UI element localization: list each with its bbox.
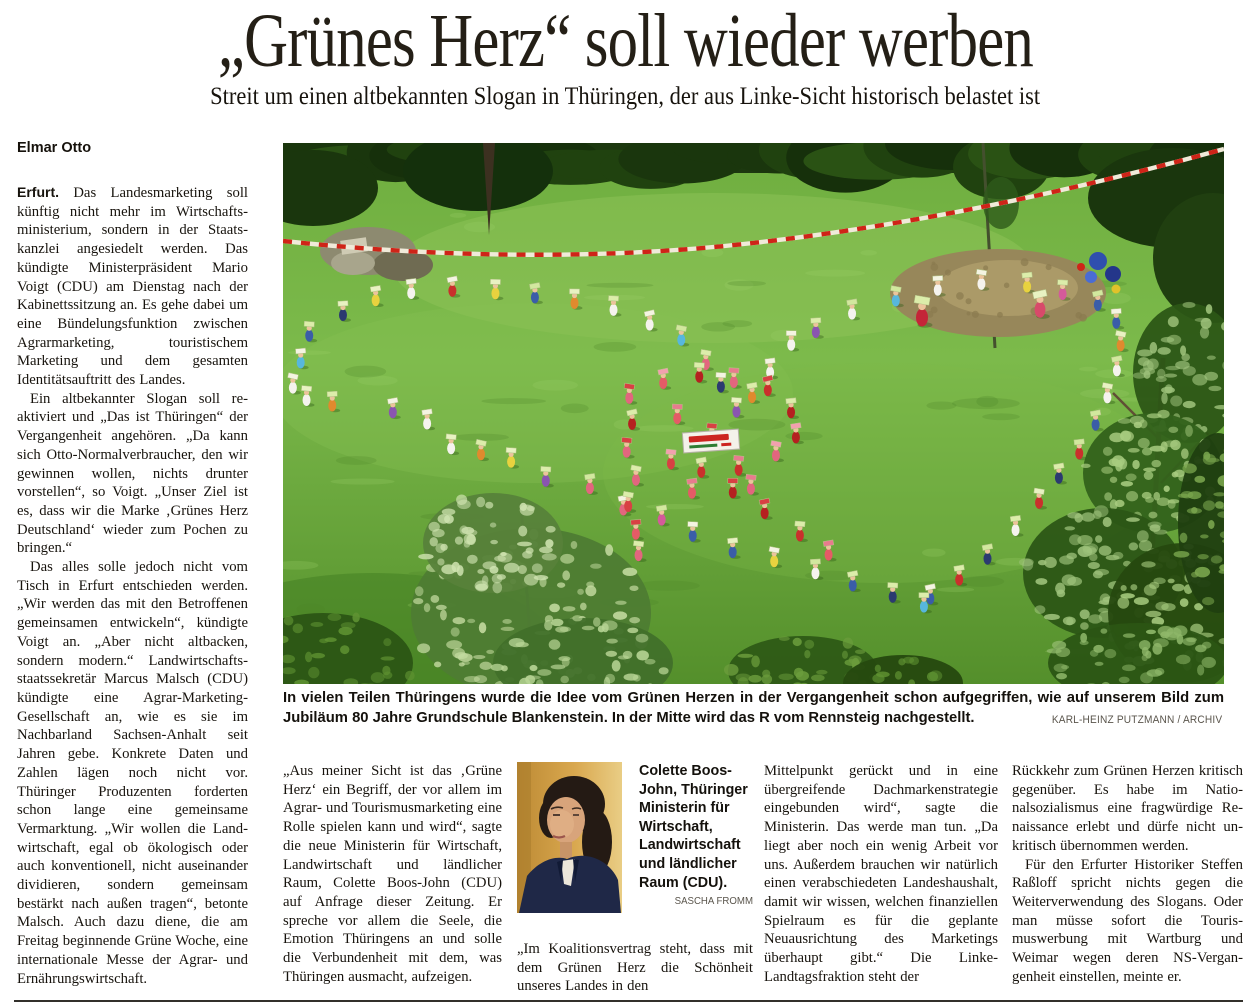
portrait-photo-minister bbox=[517, 762, 622, 913]
bottom-column-4 bbox=[1012, 762, 1243, 986]
bottom-column-2 bbox=[517, 762, 753, 996]
subheadline-text: Streit um einen altbekannten Slogan in Thüringen, der aus Linke-Sicht historisch belastet ist bbox=[210, 83, 1041, 110]
portrait-caption-block bbox=[639, 762, 753, 913]
subheadline bbox=[0, 82, 1251, 112]
portrait-credit: SASCHA FROMM bbox=[674, 895, 753, 908]
paragraph: Das alles solle jedoch nicht vom Tisch in Erfurt entschieden werden. „Wir werden das mit den Betroffenen gemeinsamen entwickeln“, kündigte Voigt an. „Aber nicht altbacken, sondern modern.“ Landwirtschaftsstaatssekretär Marcus Malsch (CDU) kündigte eine Agrar-Marketing-Gesellschaft an, wie es sie im Nachbarland Sachsen-Anhalt seit Jahren gebe. Konkrete Daten und Zahlen lägen noch nicht vor. Thüringer Produzenten forderten schon lange eine gemeinsame Vermarktung. „Wir wollen die Landwirtschaft, egal ob ökologisch oder auch konventionell, nicht auseinander dividieren, sondern gemeinsam bestärkt nach außen tragen“, betonte Malsch. Auch dazu diene, die am Freitag beginnende Grüne Woche, eine internationale Messe der Agrar- und Ernährungswirtschaft. bbox=[17, 559, 248, 987]
bottom-column-3 bbox=[764, 762, 998, 986]
photo-credit: KARL-HEINZ PUTZMANN / ARCHIV bbox=[1051, 714, 1222, 726]
paragraph: „Im Koalitionsvertrag steht, dass mit dem Grünen Herz die Schönheit unseres Landes in den bbox=[517, 941, 753, 995]
paragraph: Mittelpunkt gerückt und in eine übergreifende Dachmarkenstrategie eingebunden wird“, sagte die Ministerin. Das werde man tun. „Da liegt aber noch ein wenig Arbeit vor uns. Außerdem brauchen wir natürlich einen verabschiedeten Landeshaushalt, damit wir wissen, welchen finanziellen Spielraum es für die geplante Neuausrichtung des Marketings überhaupt gibt.“ Die Linke-Landtagsfraktion steht der bbox=[764, 763, 998, 985]
paragraph: Für den Erfurter Historiker Steffen Raßloff spricht nichts gegen die Weiterverwendung des Slogans. Oder man müsse sofort die Tourismuswerbung mit Wartburg und Weimar wegen deren NS-Vergangenheit einstellen, meinte er. bbox=[1012, 856, 1243, 985]
left-column bbox=[17, 140, 248, 988]
photo-caption-text: In vielen Teilen Thüringens wurde die Idee vom Grünen Herzen in der Vergangenheit schon aufgegriffen, wie auf unserem Bild zum Jubiläum 80 Jahre Grundschule Blankenstein. In der Mitte wird das R vom Rennsteig nachgestellt. bbox=[283, 690, 1224, 726]
bottom-rule bbox=[14, 1000, 1243, 1002]
photo-caption bbox=[283, 689, 1224, 728]
headline bbox=[0, 0, 1251, 82]
dateline: Erfurt. bbox=[17, 184, 59, 200]
paragraph: Ein altbekannter Slogan soll reaktiviert und „Das ist Thüringen“ der Vergangenheit angehören. „Da kann sich Otto-Normalverbraucher, den wir gewinnen wollen, nichts drunter vorstellen“, so Voigt. „Unser Ziel ist es, dass wir die Marke ‚Grünes Herz Deutschland‘ wieder zum Pochen zu bringen.“ bbox=[17, 390, 248, 557]
paragraph-text: Das Landesmarketing soll künftig nicht mehr im Wirtschaftsministerium, sondern in der Staatskanzlei angesiedelt werden. Das kündigte Ministerpräsident Mario Voigt (CDU) am Dienstag nach der Kabinettssitzung an. Es gehe dabei um eine Bündelungsfunktion zwischen Agrarmarketing, touristischem Marketing und dem gesamten Identitätsauftritt des Landes. bbox=[17, 185, 248, 389]
main-photo-children-heart bbox=[283, 143, 1224, 684]
paragraph: Rückkehr zum Grünen Herzen kritisch gegenüber. Es habe im Nationalsozialismus eine fragwürdige Renaissance erlebt und dürfe nicht unkritisch übernommen werden. bbox=[1012, 763, 1243, 854]
paragraph-lead bbox=[17, 183, 248, 390]
paragraph: „Aus meiner Sicht ist das ‚Grüne Herz‘ ein Begriff, der vor allem im Agrar- und Tourismusmarketing eine Rolle spielen kann und wird“, sagte die neue Ministerin für Wirtschaft, Landwirtschaft und ländlicher Raum, Colette Boos-John (CDU) auf Anfrage dieser Zeitung. Er spreche vor allem die Seele, die Emotion Thüringens an und solle die Verbundenheit mit dem, was Thüringen ausmacht, aufzeigen. bbox=[283, 763, 502, 985]
headline-text: „Grünes Herz“ soll wieder werben bbox=[217, 0, 1034, 83]
portrait-caption: Colette Boos-John, Thüringer Ministerin für Wirtschaft, Landwirtschaft und ländlicher Raum (CDU). bbox=[639, 763, 748, 891]
portrait-row bbox=[517, 762, 753, 913]
bottom-column-1 bbox=[283, 762, 502, 986]
byline: Elmar Otto bbox=[17, 140, 92, 156]
